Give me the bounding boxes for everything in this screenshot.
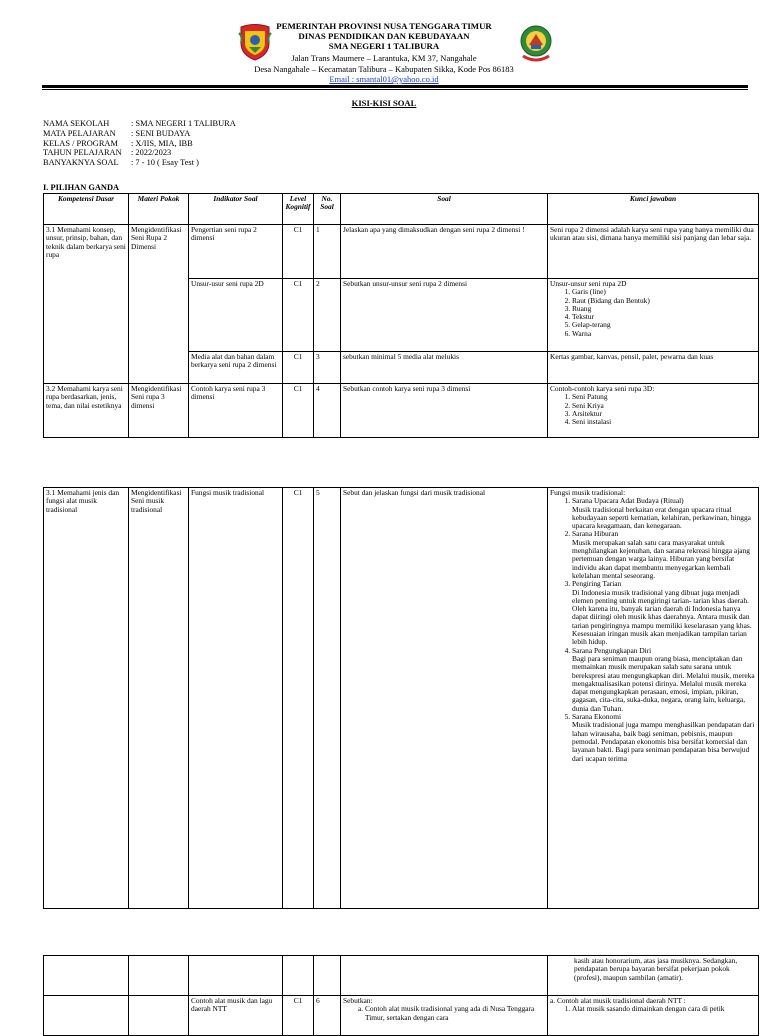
table-row — [44, 488, 759, 909]
cell-kunci — [548, 996, 759, 1036]
list-item — [572, 580, 756, 646]
cell-materi — [129, 956, 189, 996]
col-header: No. Soal — [314, 194, 341, 225]
meta-row — [43, 119, 236, 129]
cell-kunci: Seni rupa 2 dimensi adalah karya seni rupa yang hanya memiliki dua ukuran atau sisi, dimana hanya memiliki sisi panjang dan lebar saja. — [548, 225, 759, 279]
list-item: 3. Ruang — [572, 305, 756, 313]
kunci-heading: a. Contoh alat musik tradisional daerah NTT : — [550, 996, 686, 1005]
cell-no: 2 — [314, 279, 341, 352]
cell-level: C1 — [283, 488, 314, 909]
meta-row — [43, 139, 236, 149]
header-school: SMA NEGERI 1 TALIBURA — [328, 41, 440, 51]
cell-soal — [341, 996, 548, 1036]
table-header-row — [44, 194, 759, 225]
table-row — [44, 996, 759, 1036]
cell-no — [314, 956, 341, 996]
cell-level: C1 — [283, 225, 314, 279]
cell-indikator: Media alat dan bahan dalam berkarya seni rupa 2 dimensi — [189, 352, 283, 384]
list-item: a. Contoh alat musik tradisional yang ada di Nusa Tenggara Timur, sertakan dengan cara — [365, 1005, 545, 1022]
item-title: 5. Sarana Ekonomi — [572, 712, 622, 722]
meta-label: MATA PELAJARAN — [43, 128, 116, 138]
cell-kunci — [548, 384, 759, 438]
list-item — [572, 647, 756, 713]
cell-indikator: Pengertian seni rupa 2 dimensi — [189, 225, 283, 279]
item-title: 3. Pengiring Tarian — [572, 579, 622, 589]
list-item: 1. Seni Patung — [572, 393, 756, 401]
list-item: 3. Arsitektur — [572, 410, 756, 418]
cell-level: C1 — [283, 384, 314, 438]
item-body: Di Indonesia musik tradisional yang dibuat juga menjadi elemen penting untuk mengiringi tarian- tarian khas daerah. Oleh karena itu, banyak tarian daerah di Indonesia hanya dapat diiringi oleh musik khas daerahnya. Antara musik dan tarian pengiringnya mampu memiliki keselarasan yang khas. Kesesuaian iringan musik akan menjadikan tampilan tarian lebih hidup. — [572, 587, 752, 647]
list-item — [572, 530, 756, 580]
cell-indikator: Contoh karya seni rupa 3 dimensi — [189, 384, 283, 438]
section-heading: I. PILIHAN GANDA — [43, 183, 120, 192]
header-address: Jalan Trans Maumere – Larantuka, KM 37, Nangahale — [291, 53, 477, 63]
col-header: Kompetensi Dasar — [44, 194, 129, 225]
meta-label: TAHUN PELAJARAN — [43, 148, 122, 158]
list-item — [572, 713, 756, 763]
header-village: Desa Nangahale – Kecamatan Talibura – Kabupaten Sikka, Kode Pos 86183 — [254, 64, 514, 74]
table-row — [44, 225, 759, 279]
cell-materi: Mengidentifikasi Seni musik tradisional — [129, 488, 189, 909]
col-header: Materi Pokok — [129, 194, 189, 225]
col-header: Soal — [341, 194, 548, 225]
cell-no: 5 — [314, 488, 341, 909]
col-header: Indikator Soal — [189, 194, 283, 225]
item-body: Musik merupakan salah satu cara masyarakat untuk menghilangkan kejenuhan, dan sarana rekreasi hingga ajang pertemuan dengan warga lainya. Hiburan yang bersifat individu akan dapat membantu menyegarkan kembali kelelahan mental seseorang. — [572, 537, 750, 580]
cell-materi: Mengidentifikasi Seni Rupa 2 Dimensi — [129, 225, 189, 384]
cell-soal: Jelaskan apa yang dimaksudkan dengan seni rupa 2 dimensi ! — [341, 225, 548, 279]
cell-no: 6 — [314, 996, 341, 1036]
table-row — [44, 384, 759, 438]
cell-level — [283, 956, 314, 996]
header-divider-thick — [42, 85, 748, 88]
cell-kunci: Kertas gambar, kanvas, pensil, palet, pewarna dan kuas — [548, 352, 759, 384]
list-item: 2. Raut (Bidang dan Bentuk) — [572, 297, 756, 305]
cell-kd: 3.1 Memahami konsep, unsur, prinsip, bahan, dan teknik dalam berkarya seni rupa — [44, 225, 129, 384]
grid-table-1 — [43, 193, 759, 438]
cell-kd — [44, 956, 129, 996]
meta-value: : SMA NEGERI 1 TALIBURA — [131, 119, 236, 128]
meta-row — [43, 148, 236, 158]
item-body: Musik tradisional berkaitan erat dengan upacara ritual kebudayaan seperti kematian, kelahiran, perkawinan, hingga upacara keagamaan, dan kenegaraan. — [572, 504, 751, 531]
cell-kunci — [548, 488, 759, 909]
list-item: 4. Tekstur — [572, 313, 756, 321]
meta-value: : X/IIS, MIA, IBB — [131, 138, 193, 148]
cell-no: 4 — [314, 384, 341, 438]
header-email-link[interactable]: Email : smantal01@yahoo.co.id — [329, 74, 439, 84]
item-title: 1. Sarana Upacara Adat Budaya (Ritual) — [572, 496, 684, 506]
cell-soal: Sebutkan unsur-unsur seni rupa 2 dimensi — [341, 279, 548, 352]
document-meta — [43, 119, 236, 168]
col-header: Kunci jawaban — [548, 194, 759, 225]
cell-soal: Sebut dan jelaskan fungsi dari musik tradisional — [341, 488, 548, 909]
table-row — [44, 956, 759, 996]
cell-kunci — [548, 956, 759, 996]
kunci-continuation: kasih atau honorarium, atas jasa musiknya. Sedangkan, pendapatan berupa bayaran bersifat pekerjaan pokok (profesi), maupun sambilan (amatir). — [574, 956, 738, 982]
header-government: PEMERINTAH PROVINSI NUSA TENGGARA TIMUR — [276, 21, 492, 31]
cell-level: C1 — [283, 279, 314, 352]
cell-kd: 3.2 Memahami karya seni rupa berdasarkan, jenis, tema, dan nilai estetiknya — [44, 384, 129, 438]
cell-kd — [44, 996, 129, 1036]
list-item — [572, 497, 756, 530]
cell-kd: 3.1 Memahami jenis dan fungsi alat musik tradisional — [44, 488, 129, 909]
meta-row — [43, 129, 236, 139]
meta-label: NAMA SEKOLAH — [43, 119, 110, 128]
item-body: Musik tradisional juga mampu menghasilkan pendapatan dari lahan wirausaha, baik bagi seniman, pebisnis, maupun pemodal. Pendapatan ekonomis bisa bersifat komersial dan layanan bakti. Bagi para seniman pendapatan bisa berwujud dari ucapan terima — [572, 720, 755, 763]
cell-soal: sebutkan minimal 5 media alat melukis — [341, 352, 548, 384]
list-item: 2. Seni Kriya — [572, 402, 756, 410]
meta-value: : SENI BUDAYA — [131, 128, 191, 138]
item-title: 4. Sarana Pengungkapan Diri — [572, 645, 652, 655]
cell-no: 1 — [314, 225, 341, 279]
document-title: KISI-KISI SOAL — [351, 98, 417, 108]
meta-label: BANYAKNYA SOAL — [43, 158, 119, 168]
cell-materi — [129, 996, 189, 1036]
meta-value: : 7 - 10 ( Esay Test ) — [131, 158, 199, 168]
cell-soal: Sebutkan contoh karya seni rupa 3 dimensi — [341, 384, 548, 438]
item-title: 2. Sarana Hiburan — [572, 529, 619, 539]
cell-indikator: Contoh alat musik dan lagu daerah NTT — [189, 996, 283, 1036]
cell-materi: Mengidentifikasi Seni rupa 3 dimensi — [129, 384, 189, 438]
list-item: 1. Alat musik sasando dimainkan dengan cara di petik — [572, 1005, 756, 1013]
list-item: 4. Seni instalasi — [572, 418, 756, 426]
cell-soal — [341, 956, 548, 996]
kunci-heading: Unsur-unsur seni rupa 2D — [550, 279, 627, 288]
meta-value: : 2022/2023 — [131, 148, 172, 158]
list-item: 1. Garis (line) — [572, 288, 756, 296]
cell-indikator: Unsur-usur seni rupa 2D — [189, 279, 283, 352]
cell-indikator: Fungsi musik tradisional — [189, 488, 283, 909]
cell-level: C1 — [283, 996, 314, 1036]
list-item: 6. Warna — [572, 330, 756, 338]
cell-indikator — [189, 956, 283, 996]
kunci-heading: Contoh-contoh karya seni rupa 3D: — [550, 384, 655, 393]
header-divider-thin — [42, 89, 748, 90]
cell-no: 3 — [314, 352, 341, 384]
item-body: Bagi para seniman maupun orang biasa, menciptakan dan memainkan musik merupakan salah satu sarana untuk berekspresi atau mengungkapkan diri. Melalui musik, mereka mengaktualisasikan potensi dirinya. Melalui musik mereka dapat mengungkapkan perasaan, emosi, impian, pikiran, gagasan, cita-cita, suka-duka, negara, orang lain, keluarga, dunia dan Tuhan. — [572, 653, 755, 713]
cell-level: C1 — [283, 352, 314, 384]
soal-heading: Sebutkan: — [343, 996, 373, 1005]
grid-table-2 — [43, 487, 759, 909]
meta-label: KELAS / PROGRAM — [43, 138, 118, 148]
list-item: 5. Gelap-terang — [572, 321, 756, 329]
kunci-heading: Fungsi musik tradisional: — [550, 488, 626, 497]
header-department: DINAS PENDIDIKAN DAN KEBUDAYAAN — [298, 31, 470, 41]
meta-row — [43, 158, 236, 168]
col-header: Level Kognitif — [283, 194, 314, 225]
cell-kunci — [548, 279, 759, 352]
